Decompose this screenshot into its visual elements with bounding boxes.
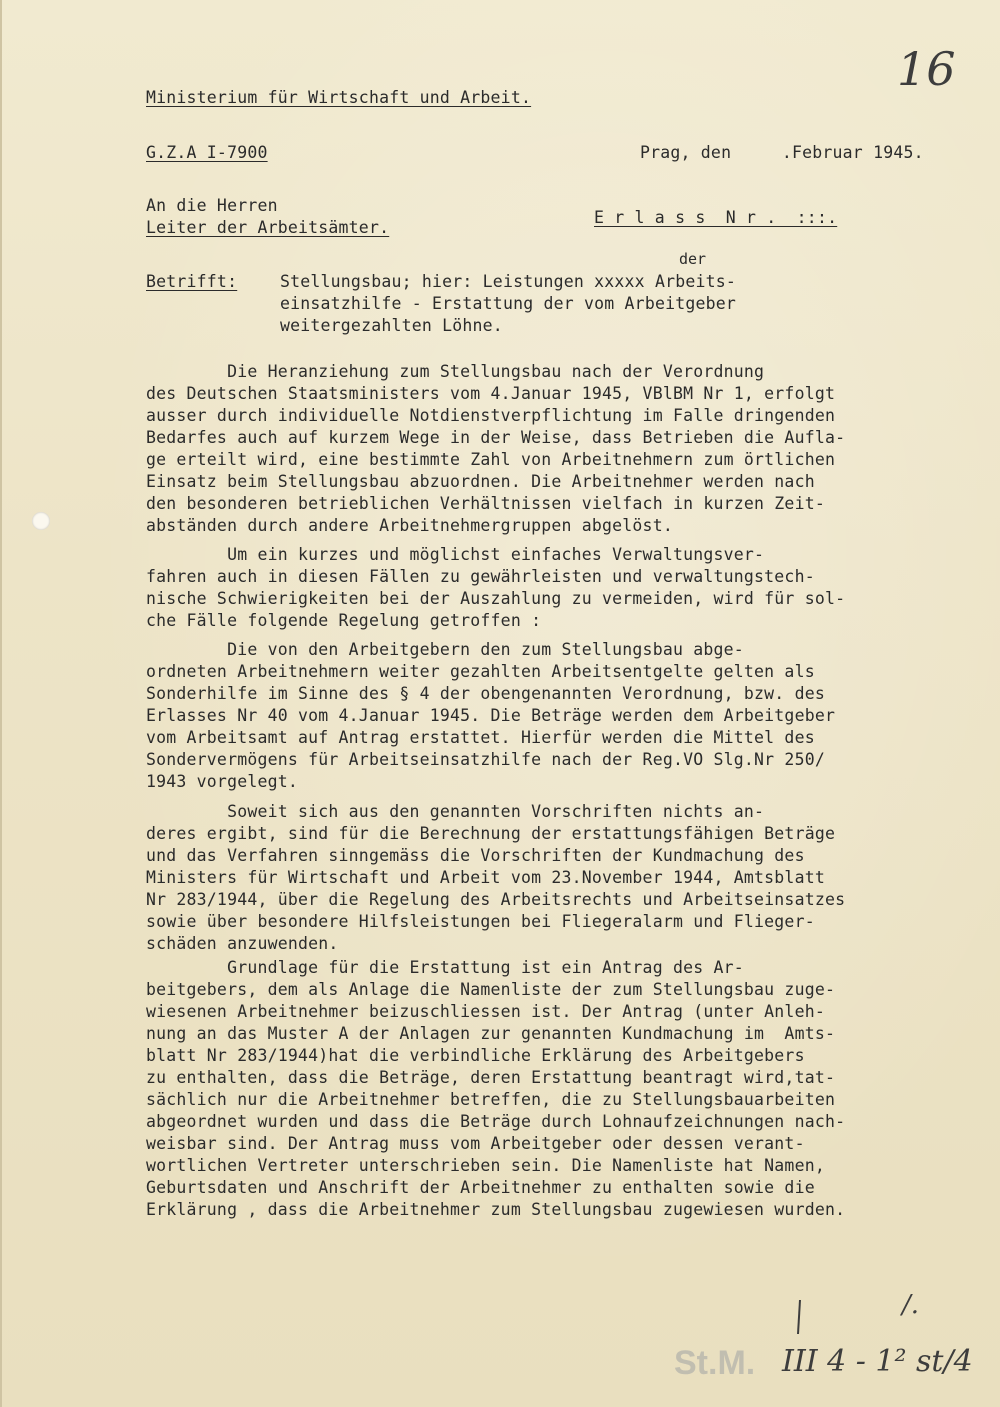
- body-line: abständen durch andere Arbeitnehmergruppen abgelöst.: [146, 516, 673, 535]
- body-line: vom Arbeitsamt auf Antrag erstattet. Hierfür werden die Mittel des: [146, 728, 815, 747]
- body-line: Erklärung , dass die Arbeitnehmer zum Stellungsbau zugewiesen wurden.: [146, 1200, 846, 1219]
- body-line: abgeordnet wurden und dass die Beträge durch Lohnaufzeichnungen nach-: [146, 1112, 846, 1131]
- body-line: Grundlage für die Erstattung ist ein Antrag des Ar-: [146, 958, 744, 977]
- registry-stamp: St.M.: [674, 1344, 756, 1382]
- body-line: 1943 vorgelegt.: [146, 772, 299, 791]
- body-line: nung an das Muster A der Anlagen zur genannten Kundmachung im Amts-: [146, 1024, 836, 1043]
- body-line: Geburtsdaten und Anschrift der Arbeitnehmer zu enthalten sowie die: [146, 1178, 815, 1197]
- body-line: Bedarfes auch auf kurzem Wege in der Weise, dass Betrieben die Aufla-: [146, 428, 846, 447]
- punch-hole: [32, 512, 50, 530]
- body-line: Sonderhilfe im Sinne des § 4 der obengenannten Verordnung, bzw. des: [146, 684, 825, 703]
- body-line: sächlich nur die Arbeitnehmer betreffen, die zu Stellungsbauarbeiten: [146, 1090, 836, 1109]
- body-line: zu enthalten, dass die Beträge, deren Erstattung beantragt wird,tat-: [146, 1068, 836, 1087]
- body-line: deres ergibt, sind für die Berechnung der erstattungsfähigen Beträge: [146, 824, 836, 843]
- subject-line-1: Stellungsbau; hier: Leistungen xxxxx Arbeits-: [280, 272, 737, 291]
- filing-note-stroke: [790, 1298, 810, 1338]
- body-line: Ministers für Wirtschaft und Arbeit vom 23.November 1944, Amtsblatt: [146, 868, 825, 887]
- body-line: blatt Nr 283/1944)hat die verbindliche Erklärung des Arbeitgebers: [146, 1046, 805, 1065]
- addressee-line-1: An die Herren: [146, 196, 278, 215]
- reference-number: G.Z.A I-7900: [146, 143, 268, 162]
- body-line: Sondervermögens für Arbeitseinsatzhilfe nach der Reg.VO Slg.Nr 250/: [146, 750, 825, 769]
- place-date: Prag, den .Februar 1945.: [640, 143, 924, 162]
- body-line: Erlasses Nr 40 vom 4.Januar 1945. Die Beträge werden dem Arbeitgeber: [146, 706, 836, 725]
- margin-mark-handwritten: /.: [902, 1290, 920, 1320]
- decree-number: E r l a s s N r . :::.: [594, 208, 838, 227]
- body-line: wiesenen Arbeitnehmer beizuschliessen ist. Der Antrag (unter Anleh-: [146, 1002, 825, 1021]
- body-line: Einsatz beim Stellungsbau abzuordnen. Die Arbeitnehmer werden nach: [146, 472, 815, 491]
- ministry-heading: Ministerium für Wirtschaft und Arbeit.: [146, 88, 532, 107]
- addressee-line-2: Leiter der Arbeitsämter.: [146, 218, 390, 237]
- body-line: Soweit sich aus den genannten Vorschriften nichts an-: [146, 802, 765, 821]
- filing-note-handwritten: III 4 - 1² st/4: [782, 1344, 973, 1379]
- body-line: wortlichen Vertreter unterschrieben sein. Die Namenliste hat Namen,: [146, 1156, 825, 1175]
- body-line: Um ein kurzes und möglichst einfaches Verwaltungsver-: [146, 545, 765, 564]
- body-line: Die von den Arbeitgebern den zum Stellungsbau abge-: [146, 640, 744, 659]
- body-line: nische Schwierigkeiten bei der Auszahlung zu vermeiden, wird für sol-: [146, 589, 846, 608]
- body-line: beitgebers, dem als Anlage die Namenliste der zum Stellungsbau zuge-: [146, 980, 836, 999]
- body-line: den besonderen betrieblichen Verhältnissen vielfach in kurzen Zeit-: [146, 494, 825, 513]
- body-line: ausser durch individuelle Notdienstverpflichtung im Falle dringenden: [146, 406, 836, 425]
- body-line: ordneten Arbeitnehmern weiter gezahlten Arbeitsentgelte gelten als: [146, 662, 815, 681]
- body-line: fahren auch in diesen Fällen zu gewährleisten und verwaltungstech-: [146, 567, 815, 586]
- body-line: weisbar sind. Der Antrag muss vom Arbeitgeber oder dessen verant-: [146, 1134, 805, 1153]
- body-line: che Fälle folgende Regelung getroffen :: [146, 611, 542, 630]
- body-line: ge erteilt wird, eine bestimmte Zahl von Arbeitnehmern zum örtlichen: [146, 450, 836, 469]
- page-number-handwritten: 16: [897, 42, 956, 96]
- subject-line-3: weitergezahlten Löhne.: [280, 316, 503, 335]
- body-line: Nr 283/1944, über die Regelung des Arbeitsrechts und Arbeitseinsatzes: [146, 890, 846, 909]
- body-line: Die Heranziehung zum Stellungsbau nach der Verordnung: [146, 362, 765, 381]
- subject-label: Betrifft:: [146, 272, 238, 291]
- body-line: und das Verfahren sinngemäss die Vorschriften der Kundmachung des: [146, 846, 805, 865]
- body-line: sowie über besondere Hilfsleistungen bei Fliegeralarm und Flieger-: [146, 912, 815, 931]
- body-line: schäden anzuwenden.: [146, 934, 339, 953]
- subject-insert: der: [679, 250, 707, 268]
- body-line: des Deutschen Staatsministers vom 4.Januar 1945, VBlBM Nr 1, erfolgt: [146, 384, 836, 403]
- subject-line-2: einsatzhilfe - Erstattung der vom Arbeitgeber: [280, 294, 737, 313]
